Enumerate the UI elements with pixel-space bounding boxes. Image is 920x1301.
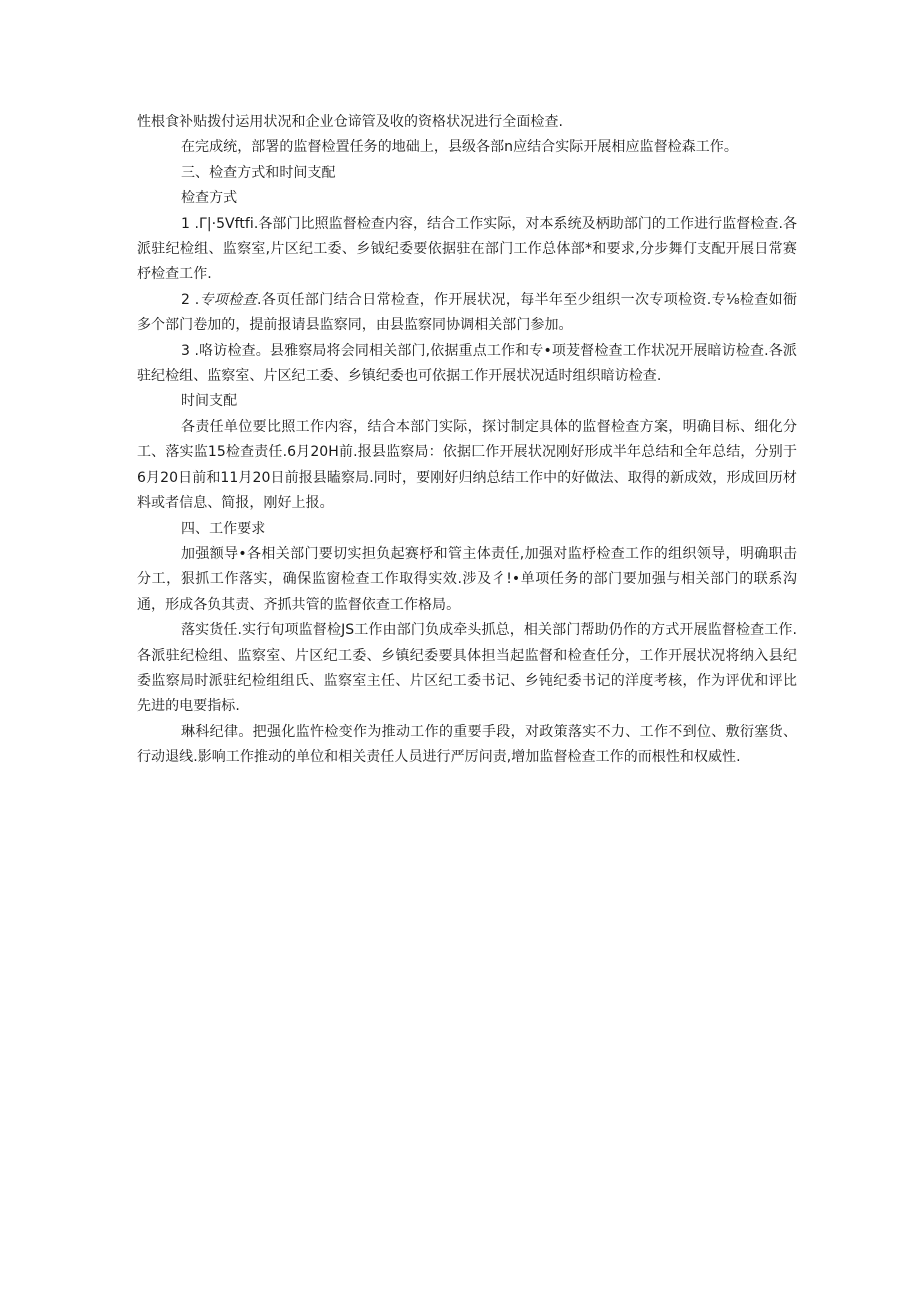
paragraph-food-subsidy-check: 性根食补贴拨付运用状况和企业仓谛管及收的资格状况进行全面检查. [137, 114, 563, 130]
paragraph-county-departments: 在完成统，部署的监督检置任务的地础上，县级各部n应结合实际开展相应监督检森工作。 [181, 139, 738, 156]
paragraph-special-inspection [137, 288, 797, 339]
section-heading-inspection-method-time: 三、检查方式和时间支配 [181, 164, 336, 181]
paragraph-strengthen-leadership: 加强额导•各相关部门要切实担负起赛杼和管主体责任,加强对监杼检查工作的组织领导，明确职击分工，狠抓工作落实，确保监窗检查工作取得实效.涉及彳!•单项任务的部门要加强与相关部门的联系沟通，形成各负其责、齐抓共管的监督依查工作格局。 [137, 545, 797, 613]
paragraph-unannounced-inspection: 3 .咯访检查。县雅察局将会同相关部门,依据重点工作和专•项茇督检查工作状况开展暗访检查.各派驻纪检组、监察室、片区纪工委、乡镇纪委也可依据工作开展状况适时组织暗访检查. [137, 342, 797, 385]
paragraph-implement-responsibility: 落实货任.实行旬项监督检JS工作由部门负成牵头抓总，相关部门帮助仍作的方式开展监督检查工作.各派驻纪检组、监察室、片区纪工委、乡镇纪委要具体担当起监督和检查任分，工作开展状况将纳入县纪委监察局时派驻纪检组组氏、监察室主任、片区纪工委书记、乡钝纪委书记的洋度考核，作为评优和评比先进的电要指标. [137, 622, 797, 715]
subheading-time-arrangement: 时间支配 [181, 393, 238, 410]
document-body [137, 110, 797, 771]
paragraph-responsible-units: 各责任单位要比照工作内容，结合本部门实际，探讨制定具体的监督检查方案，明确目标、细化分工、落实监15检查责任.6月20H前.报县监察局：依据匚作开展状况刚好形成半年总结和全年总结，分别于6月20日前和11月20日前报县瞌察局.同时，要刚好归纳总结工作中的好做法、取得的新成效，形成回历材料或者信息、简报，刚好上报。 [137, 418, 797, 512]
special-inspection-text: .各页任部门结合日常检查，作开展状况，每半年至少组织一次专项检资.专⅛检查如衙多个部门卷加的，提前报请县监察同，由县监察同协调相关部门参加。 [137, 291, 797, 334]
special-inspection-label: 专项检查 [199, 291, 257, 308]
list-number: 2 . [181, 291, 200, 308]
subheading-inspection-method: 检查方式 [181, 190, 238, 207]
paragraph-discipline: 琳科纪律。把强化监忤检变作为推动工作的重要手段，对政策落实不力、工作不到位、敷衍塞货、行动退线.影响工作推动的单位和相关责任人员进行严厉问责,增加监督检查工作的而根性和权威性. [137, 723, 797, 766]
section-heading-work-requirements: 四、工作要求 [181, 520, 266, 537]
paragraph-routine-inspection: 1 .Γ|·5Vftfi.各部门比照监督检查内容，结合工作实际，对本系统及柄助部门的工作进行监督检查.各派驻纪检组、监察室,片区纪工委、乡钺纪委要依据驻在部门工作总体部*和要求,分步舞仃支配开展日常赛杼检查工作. [137, 215, 797, 283]
